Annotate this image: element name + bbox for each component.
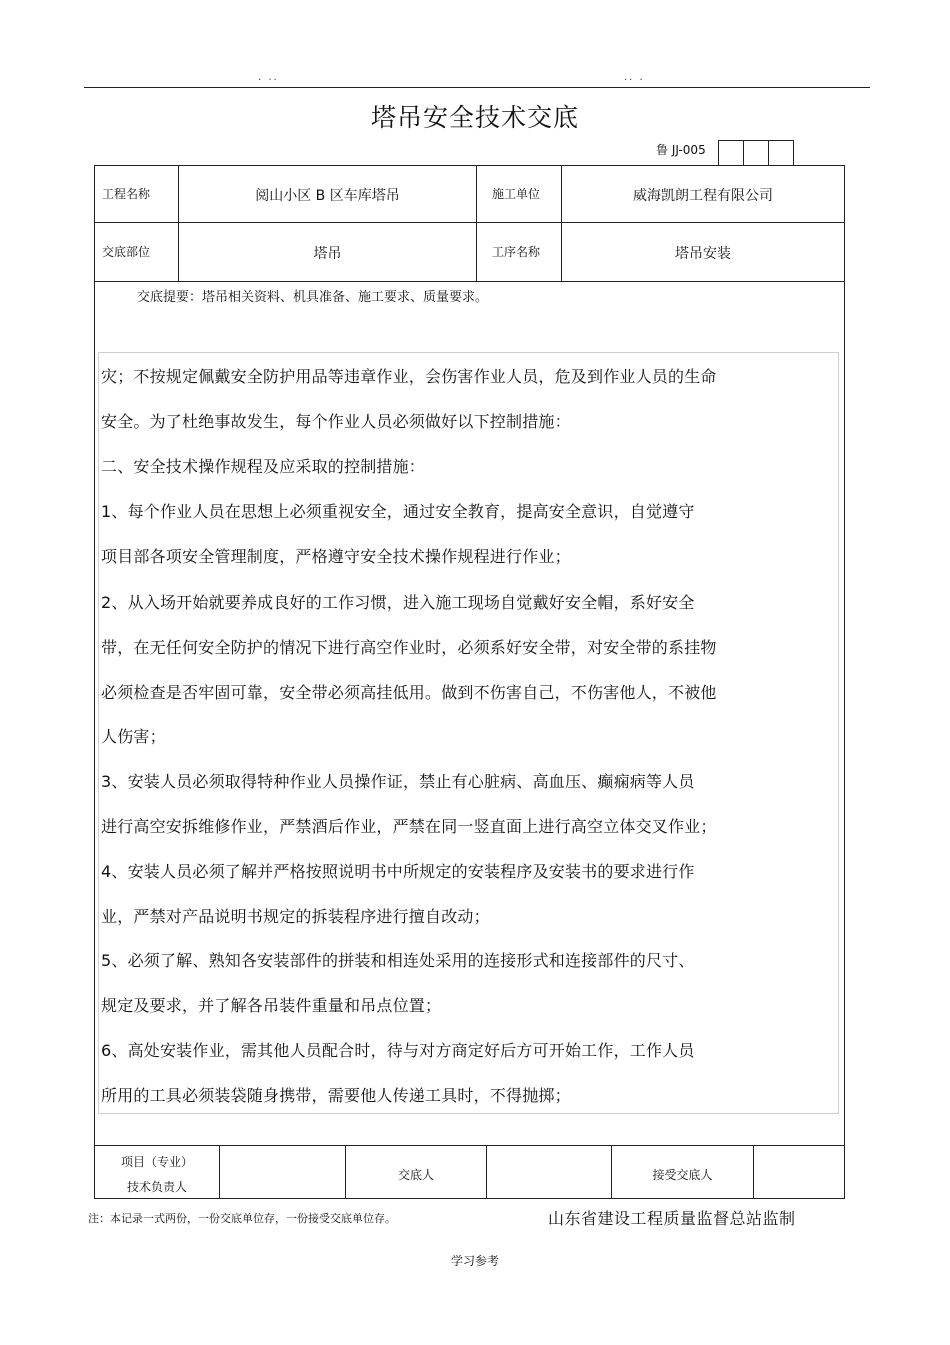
body-line-16: 6、高处安装作业，需其他人员配合时，待与对方商定好后方可开始工作，工作人员 [101, 1041, 695, 1060]
header-dots-left: . .. [258, 72, 279, 83]
body-line-5: 项目部各项安全管理制度，严格遵守安全技术操作规程进行作业； [101, 547, 571, 566]
page-title: 塔吊安全技术交底 [370, 103, 579, 132]
body-line-14: 5、必须了解、熟知各安装部件的拼装和相连处采用的连接形式和连接部件的尺寸、 [101, 951, 695, 970]
project-name-value: 阅山小区 B 区车库塔吊 [255, 188, 400, 204]
body-line-15: 规定及要求，并了解各吊装件重量和吊点位置； [101, 996, 442, 1015]
table-bottom-border [94, 1198, 845, 1199]
disclosure-summary: 交底提要：塔吊相关资料、机具准备、施工要求、质量要求。 [137, 290, 489, 305]
col-divider-2 [476, 165, 477, 282]
contractor-label: 施工单位 [492, 187, 541, 201]
page-mark: 学习参考 [450, 1254, 499, 1268]
body-line-4: 1、每个作业人员在思想上必须重视安全，通过安全教育，提高安全意识，自觉遵守 [101, 502, 695, 521]
row-divider-2 [94, 281, 845, 282]
process-label: 工序名称 [492, 245, 541, 259]
body-line-13: 业，严禁对产品说明书规定的拆装程序进行擅自改动； [101, 907, 490, 926]
supervisor-text: 山东省建设工程质量监督总站监制 [548, 1209, 796, 1228]
col-divider-3 [561, 165, 562, 282]
table-right-border [844, 165, 845, 1199]
tech-lead-label-line2: 技术负责人 [126, 1180, 187, 1194]
contractor-value: 威海凯朗工程有限公司 [633, 188, 773, 204]
discloser-signature-cell [487, 1147, 611, 1197]
receiver-label: 接受交底人 [652, 1168, 713, 1182]
doc-code: 鲁 JJ-005 [656, 143, 706, 157]
body-line-12: 4、安装人员必须了解并严格按照说明书中所规定的安装程序及安装书的要求进行作 [101, 862, 695, 881]
body-line-7: 带，在无任何安全防护的情况下进行高空作业时，必须系好安全带，对安全带的系挂物 [101, 638, 717, 657]
body-line-8: 必须检查是否牢固可靠，安全带必须高挂低用。做到不伤害自己，不伤害他人，不被他 [101, 683, 717, 702]
receiver-signature-cell [754, 1147, 844, 1197]
body-line-10: 3、安装人员必须取得特种作业人员操作证，禁止有心脏病、高血压、癫痫病等人员 [101, 772, 695, 791]
footer-note: 注：本记录一式两份，一份交底单位存，一份接受交底单位存。 [88, 1212, 396, 1225]
body-line-1: 灾；不按规定佩戴安全防护用品等违章作业，会伤害作业人员，危及到作业人员的生命 [101, 367, 717, 386]
body-line-6: 2、从入场开始就要养成良好的工作习惯，进入施工现场自觉戴好安全帽，系好安全 [101, 593, 695, 612]
code-box-1 [718, 140, 743, 166]
row-divider-3 [94, 1145, 845, 1146]
part-label: 交底部位 [102, 245, 151, 259]
body-line-2: 安全。为了杜绝事故发生，每个作业人员必须做好以下控制措施： [101, 412, 571, 431]
body-line-11: 进行高空安拆维修作业，严禁酒后作业，严禁在同一竖直面上进行高空立体交叉作业； [101, 817, 717, 836]
discloser-label: 交底人 [397, 1168, 434, 1182]
header-rule [84, 87, 870, 88]
project-name-label: 工程名称 [102, 187, 151, 201]
col-divider-1 [178, 165, 179, 282]
table-left-border [94, 165, 95, 1199]
code-box-3 [768, 140, 794, 166]
table-top-border [94, 165, 845, 166]
tech-lead-label-line1: 项目（专业） [120, 1155, 193, 1169]
body-line-3: 二、安全技术操作规程及应采取的控制措施： [101, 457, 426, 476]
body-line-9: 人伤害； [101, 727, 166, 746]
body-line-17: 所用的工具必须装袋随身携带，需要他人传递工具时，不得抛掷； [101, 1086, 571, 1105]
row-divider-1 [94, 222, 845, 223]
code-box-2 [743, 140, 768, 166]
tech-lead-signature-cell [220, 1147, 345, 1197]
header-dots-right: .. . [624, 72, 645, 83]
part-value: 塔吊 [313, 246, 342, 262]
process-value: 塔吊安装 [675, 246, 731, 262]
